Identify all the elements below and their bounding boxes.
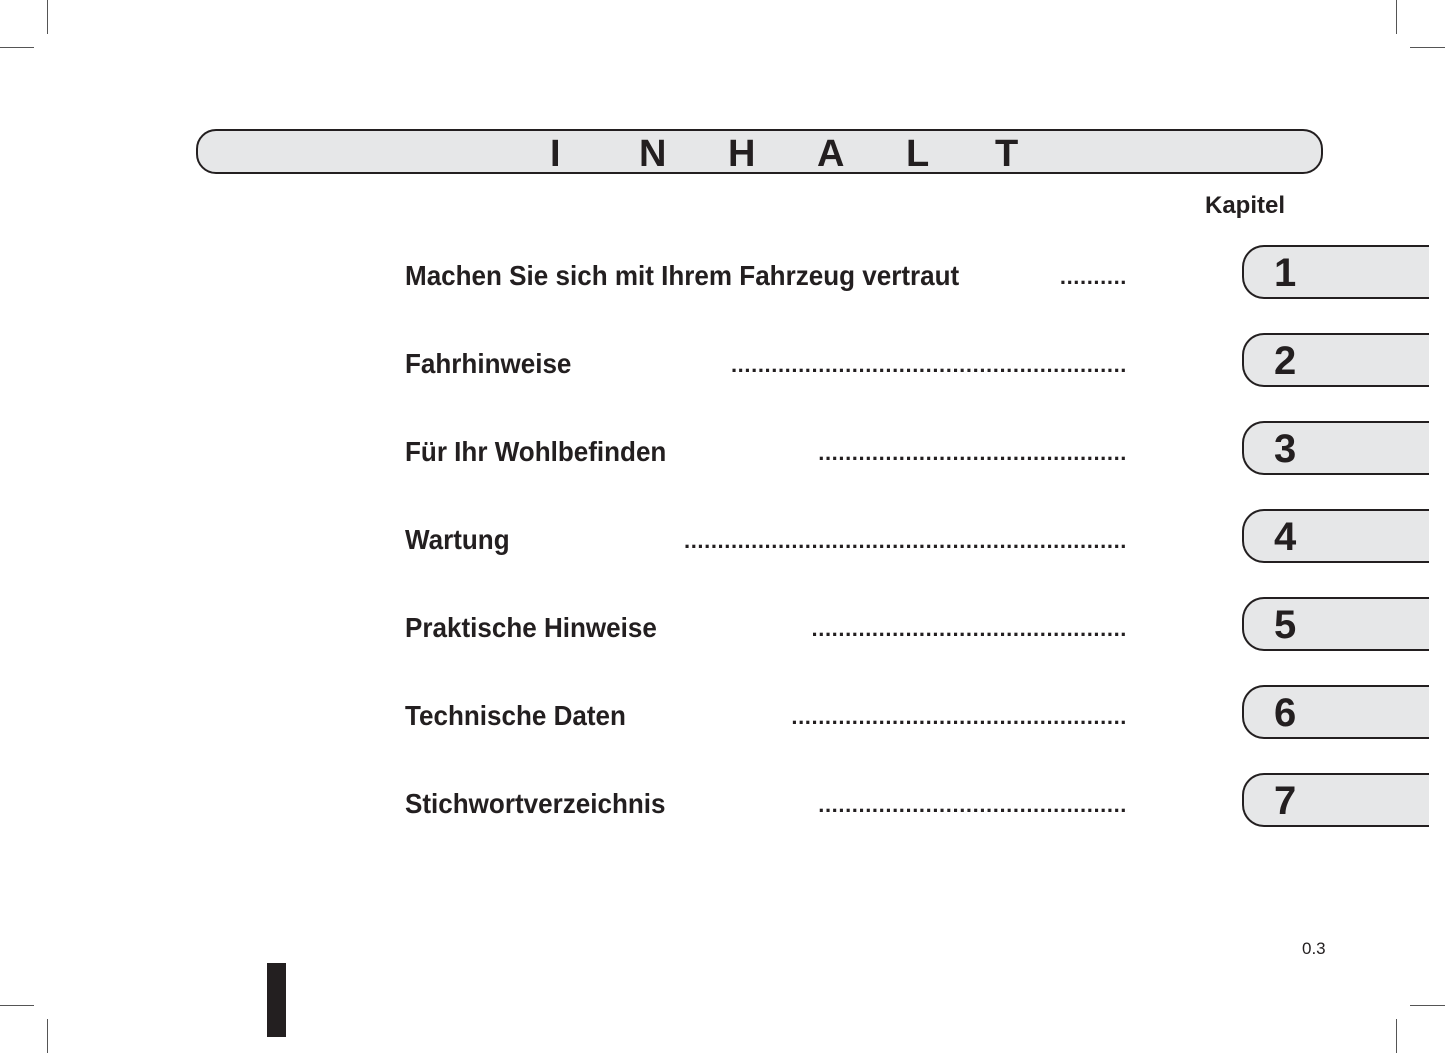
toc-entry-title: Fahrhinweise — [405, 348, 572, 379]
chapter-tab-6[interactable] — [1242, 685, 1445, 739]
dot-leader: ............................................... — [811, 616, 1127, 641]
toc-entry-5[interactable] — [405, 608, 1127, 644]
crop-mark-top-right-vertical — [1396, 0, 1397, 34]
toc-entry-title: Für Ihr Wohlbefinden — [405, 436, 667, 467]
toc-entry-title: Stichwortverzeichnis — [405, 788, 666, 819]
crop-mark-top-left-horizontal — [0, 47, 34, 48]
title-letter: L — [906, 132, 930, 175]
kapitel-column-label: Kapitel — [1205, 192, 1286, 219]
chapter-number: 5 — [1274, 603, 1297, 647]
toc-entry-1[interactable] — [405, 256, 1127, 292]
toc-entry-3[interactable] — [405, 432, 1127, 468]
chapter-tab-7[interactable] — [1242, 773, 1445, 827]
dot-leader: .......... — [1059, 264, 1127, 289]
crop-mark-top-left-vertical — [47, 0, 48, 34]
toc-entry-2[interactable] — [405, 344, 1127, 380]
title-letter: N — [639, 132, 667, 175]
chapter-tab-3[interactable] — [1242, 421, 1445, 475]
title-letter: A — [817, 132, 845, 175]
chapter-tab-1[interactable] — [1242, 245, 1445, 299]
crop-mark-bottom-right-horizontal — [1410, 1005, 1445, 1006]
chapter-number: 1 — [1274, 251, 1297, 295]
dot-leader: .................................................. — [791, 704, 1127, 729]
page-title — [550, 131, 1084, 175]
chapter-number: 7 — [1274, 779, 1297, 823]
page-number: 0.3 — [1302, 939, 1326, 958]
crop-mark-bottom-right-vertical — [1396, 1019, 1397, 1053]
crop-mark-bottom-left-vertical — [47, 1019, 48, 1053]
dot-leader: ........................................................... — [730, 352, 1127, 377]
dot-leader: .............................................. — [818, 792, 1127, 817]
title-letter: I — [550, 132, 561, 175]
toc-entry-title: Wartung — [405, 524, 510, 555]
crop-mark-top-right-horizontal — [1410, 47, 1445, 48]
chapter-number: 2 — [1274, 339, 1297, 383]
toc-entry-title: Technische Daten — [405, 700, 626, 731]
dot-leader: .................................................................. — [683, 528, 1127, 553]
toc-entry-title: Praktische Hinweise — [405, 612, 657, 643]
toc-entry-4[interactable] — [405, 520, 1127, 556]
chapter-number: 4 — [1274, 515, 1297, 559]
chapter-number: 6 — [1274, 691, 1297, 735]
title-letter: H — [728, 132, 756, 175]
toc-entry-6[interactable] — [405, 696, 1127, 732]
title-letter: T — [995, 132, 1019, 175]
toc-entry-title: Machen Sie sich mit Ihrem Fahrzeug vertraut — [405, 260, 960, 291]
thumb-index-marker — [267, 963, 286, 1037]
toc-entry-7[interactable] — [405, 784, 1127, 820]
dot-leader: .............................................. — [818, 440, 1127, 465]
title-bar — [196, 129, 1323, 174]
chapter-number: 3 — [1274, 427, 1297, 471]
chapter-tab-4[interactable] — [1242, 509, 1445, 563]
chapter-tab-5[interactable] — [1242, 597, 1445, 651]
chapter-tab-2[interactable] — [1242, 333, 1445, 387]
crop-mark-bottom-left-horizontal — [0, 1005, 34, 1006]
